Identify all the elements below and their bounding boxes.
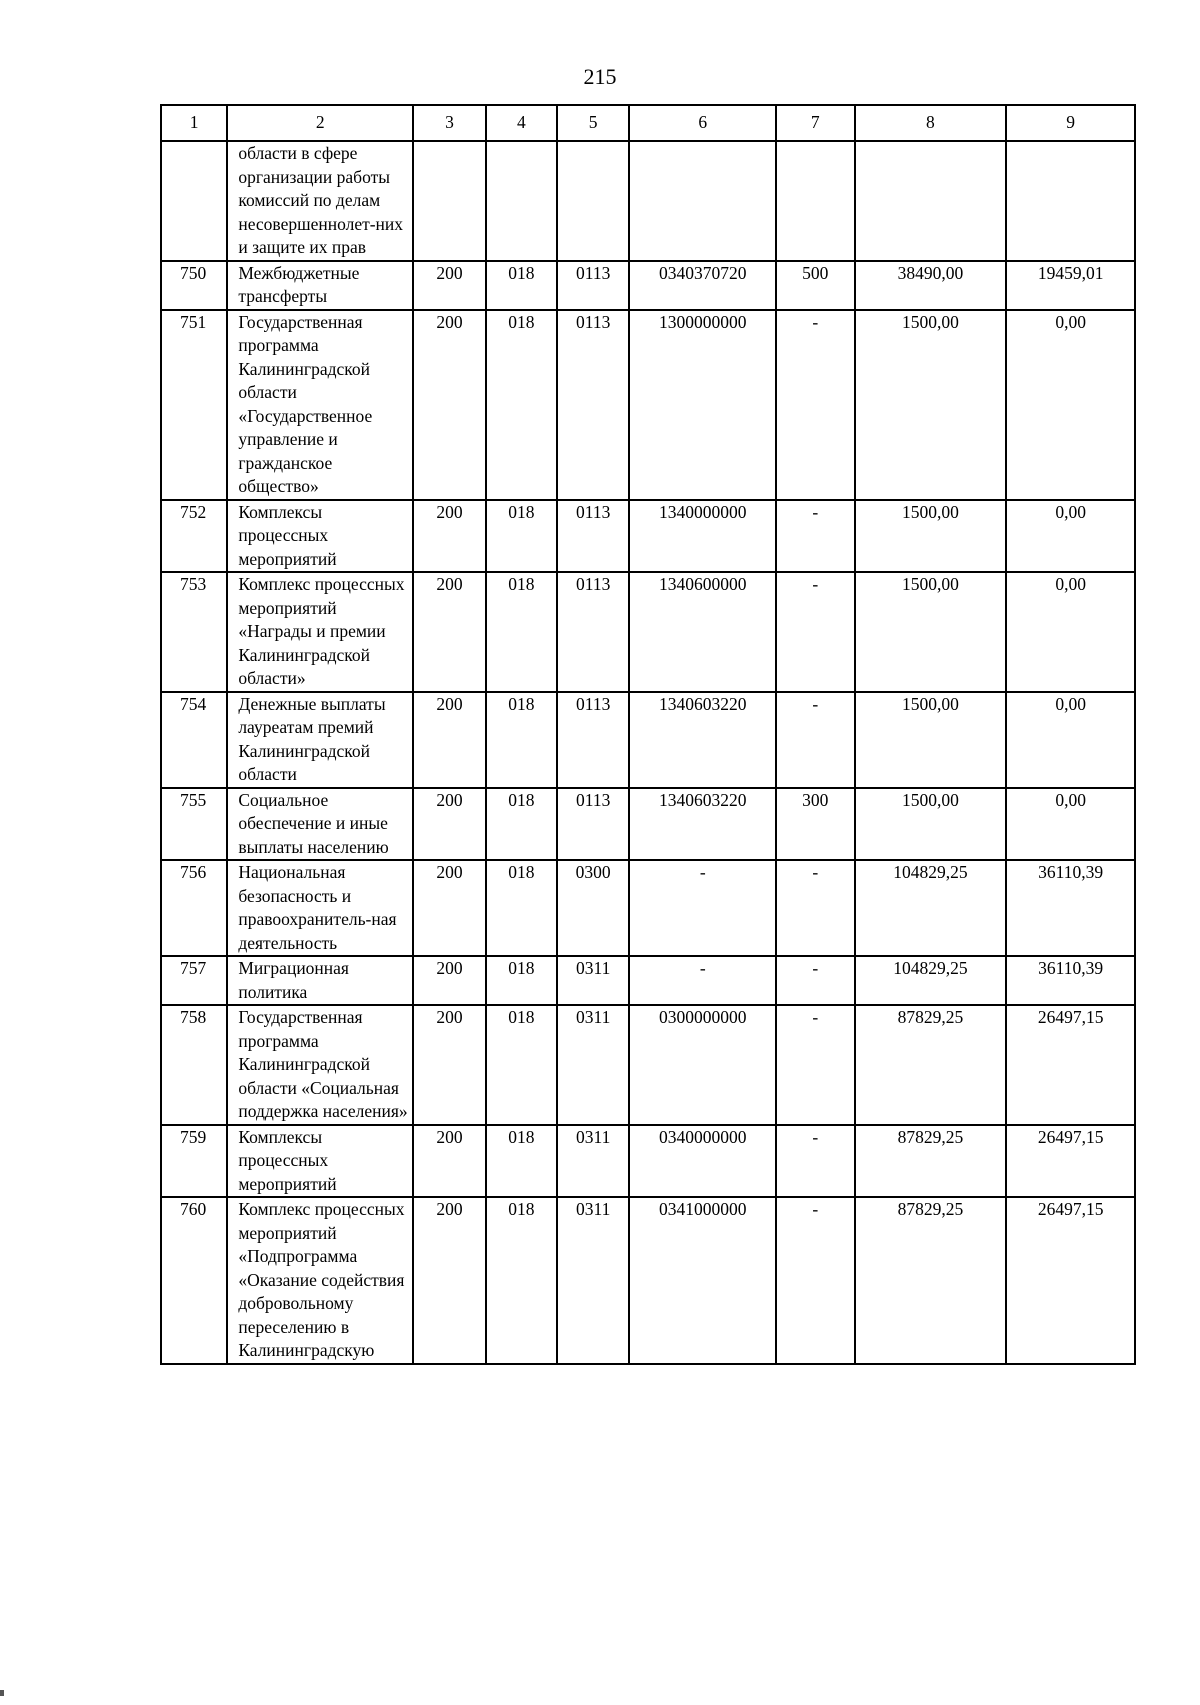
- col-9-amount: 0,00: [1006, 572, 1135, 692]
- column-header: 1: [161, 105, 227, 141]
- col-5-section: 0311: [557, 1125, 629, 1198]
- column-header: 4: [486, 105, 557, 141]
- col-6-target: 1340600000: [629, 572, 776, 692]
- col-7-type: -: [776, 956, 854, 1005]
- column-header: 2: [227, 105, 413, 141]
- col-6-target: 1340000000: [629, 500, 776, 573]
- col-9-amount: 0,00: [1006, 692, 1135, 788]
- col-3-code: 200: [413, 860, 485, 956]
- row-number: 755: [161, 788, 227, 861]
- col-5-section: 0113: [557, 310, 629, 500]
- col-4-code: 018: [486, 1125, 557, 1198]
- table-row: [161, 310, 1135, 500]
- table-row: [161, 860, 1135, 956]
- row-number: [161, 141, 227, 261]
- page-number: 215: [583, 64, 617, 89]
- table-row: [161, 1005, 1135, 1125]
- col-4-code: 018: [486, 956, 557, 1005]
- table-body: [161, 105, 1135, 1364]
- col-4-code: 018: [486, 1197, 557, 1364]
- col-3-code: 200: [413, 1005, 485, 1125]
- col-3-code: 200: [413, 572, 485, 692]
- col-9-amount: 26497,15: [1006, 1197, 1135, 1364]
- col-9-amount: 36110,39: [1006, 860, 1135, 956]
- col-5-section: 0311: [557, 1005, 629, 1125]
- col-9-amount: 36110,39: [1006, 956, 1135, 1005]
- table-row: [161, 261, 1135, 310]
- col-7-type: -: [776, 1197, 854, 1364]
- col-9-amount: 0,00: [1006, 310, 1135, 500]
- row-number: 759: [161, 1125, 227, 1198]
- column-header: 6: [629, 105, 776, 141]
- row-description: Межбюджетные трансферты: [227, 261, 413, 310]
- header-row: [161, 105, 1135, 141]
- col-8-amount: 104829,25: [855, 860, 1007, 956]
- row-number: 756: [161, 860, 227, 956]
- col-8-amount: 87829,25: [855, 1197, 1007, 1364]
- column-header: 7: [776, 105, 854, 141]
- col-3-code: 200: [413, 261, 485, 310]
- col-4-code: [486, 141, 557, 261]
- col-9-amount: 26497,15: [1006, 1005, 1135, 1125]
- row-number: 750: [161, 261, 227, 310]
- col-9-amount: 19459,01: [1006, 261, 1135, 310]
- row-number: 758: [161, 1005, 227, 1125]
- col-5-section: 0113: [557, 572, 629, 692]
- col-3-code: [413, 141, 485, 261]
- row-description: Государственная программа Калининградской области «Государственное управление и гражданское общество»: [227, 310, 413, 500]
- table-row: [161, 141, 1135, 261]
- col-4-code: 018: [486, 692, 557, 788]
- col-8-amount: 1500,00: [855, 310, 1007, 500]
- col-6-target: 1340603220: [629, 788, 776, 861]
- col-3-code: 200: [413, 500, 485, 573]
- row-number: 760: [161, 1197, 227, 1364]
- col-7-type: -: [776, 500, 854, 573]
- col-6-target: -: [629, 860, 776, 956]
- col-7-type: 500: [776, 261, 854, 310]
- col-8-amount: 1500,00: [855, 572, 1007, 692]
- table-row: [161, 572, 1135, 692]
- col-8-amount: 1500,00: [855, 692, 1007, 788]
- col-7-type: -: [776, 1005, 854, 1125]
- col-6-target: 0340370720: [629, 261, 776, 310]
- col-8-amount: [855, 141, 1007, 261]
- table-row: [161, 500, 1135, 573]
- column-header: 5: [557, 105, 629, 141]
- col-6-target: -: [629, 956, 776, 1005]
- col-4-code: 018: [486, 261, 557, 310]
- col-5-section: 0311: [557, 956, 629, 1005]
- col-9-amount: 0,00: [1006, 788, 1135, 861]
- col-6-target: [629, 141, 776, 261]
- row-description: Миграционная политика: [227, 956, 413, 1005]
- col-4-code: 018: [486, 860, 557, 956]
- col-4-code: 018: [486, 1005, 557, 1125]
- col-4-code: 018: [486, 788, 557, 861]
- col-8-amount: 38490,00: [855, 261, 1007, 310]
- row-description: Комплексы процессных мероприятий: [227, 500, 413, 573]
- row-description: области в сфере организации работы комиссий по делам несовершеннолет-них и защите их прав: [227, 141, 413, 261]
- table-row: [161, 1125, 1135, 1198]
- row-number: 752: [161, 500, 227, 573]
- col-7-type: -: [776, 310, 854, 500]
- row-description: Комплекс процессных мероприятий «Подпрограмма «Оказание содействия добровольному переселению в Калининградскую: [227, 1197, 413, 1364]
- col-5-section: 0311: [557, 1197, 629, 1364]
- table-row: [161, 1197, 1135, 1364]
- col-7-type: -: [776, 692, 854, 788]
- row-description: Денежные выплаты лауреатам премий Калининградской области: [227, 692, 413, 788]
- col-9-amount: 0,00: [1006, 500, 1135, 573]
- col-5-section: 0300: [557, 860, 629, 956]
- col-8-amount: 1500,00: [855, 788, 1007, 861]
- column-header: 9: [1006, 105, 1135, 141]
- col-5-section: 0113: [557, 692, 629, 788]
- column-header: 8: [855, 105, 1007, 141]
- col-3-code: 200: [413, 788, 485, 861]
- col-3-code: 200: [413, 692, 485, 788]
- row-number: 751: [161, 310, 227, 500]
- col-3-code: 200: [413, 310, 485, 500]
- col-4-code: 018: [486, 310, 557, 500]
- table-row: [161, 788, 1135, 861]
- col-8-amount: 104829,25: [855, 956, 1007, 1005]
- col-8-amount: 87829,25: [855, 1125, 1007, 1198]
- row-description: Комплексы процессных мероприятий: [227, 1125, 413, 1198]
- row-number: 753: [161, 572, 227, 692]
- col-9-amount: 26497,15: [1006, 1125, 1135, 1198]
- column-header: 3: [413, 105, 485, 141]
- col-4-code: 018: [486, 500, 557, 573]
- col-5-section: 0113: [557, 500, 629, 573]
- col-4-code: 018: [486, 572, 557, 692]
- col-8-amount: 1500,00: [855, 500, 1007, 573]
- row-description: Национальная безопасность и правоохранитель-ная деятельность: [227, 860, 413, 956]
- col-5-section: 0113: [557, 788, 629, 861]
- row-number: 754: [161, 692, 227, 788]
- col-7-type: [776, 141, 854, 261]
- col-5-section: 0113: [557, 261, 629, 310]
- col-6-target: 1340603220: [629, 692, 776, 788]
- row-description: Комплекс процессных мероприятий «Награды и премии Калининградской области»: [227, 572, 413, 692]
- row-description: Государственная программа Калининградской области «Социальная поддержка населения»: [227, 1005, 413, 1125]
- col-8-amount: 87829,25: [855, 1005, 1007, 1125]
- row-number: 757: [161, 956, 227, 1005]
- col-3-code: 200: [413, 1197, 485, 1364]
- col-6-target: 1300000000: [629, 310, 776, 500]
- col-3-code: 200: [413, 956, 485, 1005]
- col-9-amount: [1006, 141, 1135, 261]
- row-description: Социальное обеспечение и иные выплаты населению: [227, 788, 413, 861]
- col-7-type: -: [776, 572, 854, 692]
- col-7-type: -: [776, 1125, 854, 1198]
- col-6-target: 0340000000: [629, 1125, 776, 1198]
- col-6-target: 0341000000: [629, 1197, 776, 1364]
- table-row: [161, 956, 1135, 1005]
- col-3-code: 200: [413, 1125, 485, 1198]
- col-6-target: 0300000000: [629, 1005, 776, 1125]
- table-row: [161, 692, 1135, 788]
- budget-table: [160, 104, 1136, 1365]
- col-5-section: [557, 141, 629, 261]
- scan-mark: [0, 1690, 4, 1696]
- col-7-type: -: [776, 860, 854, 956]
- col-7-type: 300: [776, 788, 854, 861]
